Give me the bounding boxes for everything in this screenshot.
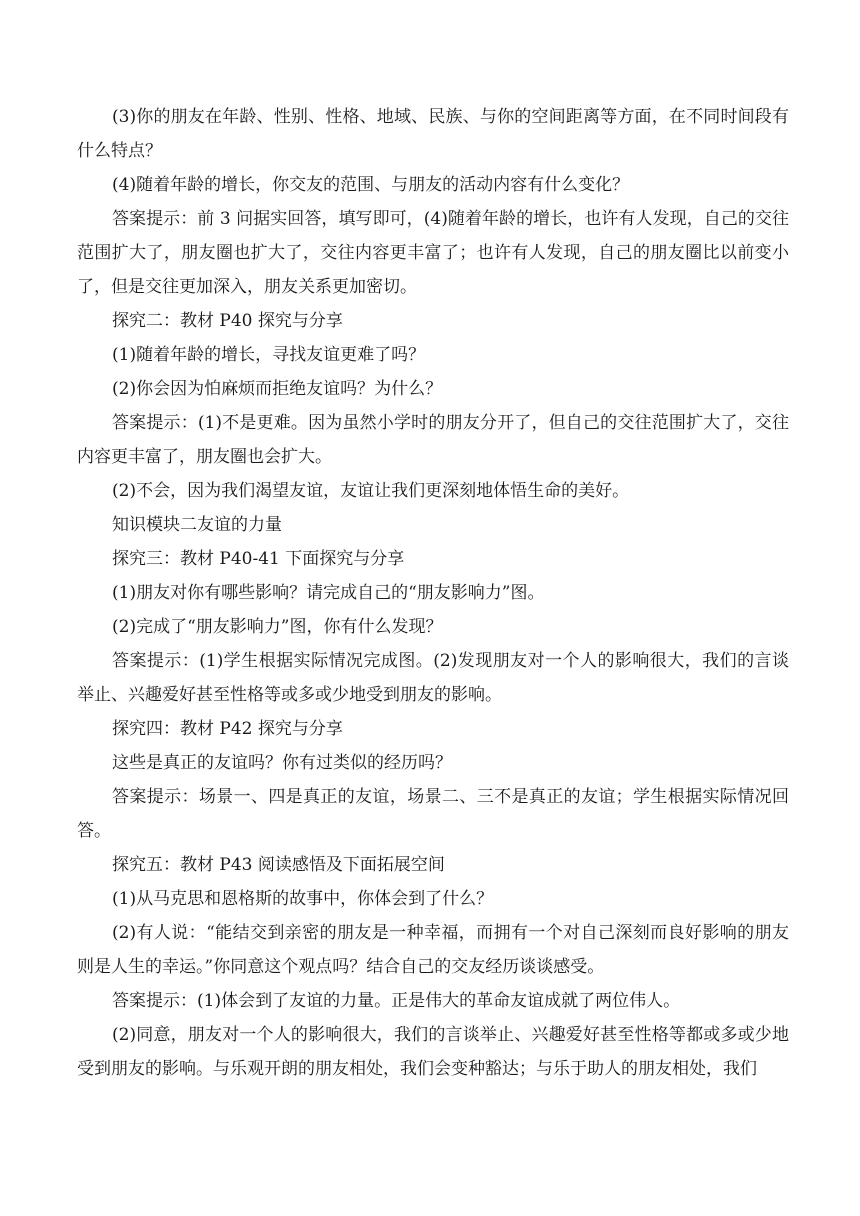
question-3: (3)你的朋友在年龄、性别、性格、地域、民族、与你的空间距离等方面，在不同时间段有什么特点？ [77,107,789,161]
answer-hint-5: 答案提示：(1)体会到了友谊的力量。正是伟大的革命友谊成就了两位伟人。 [112,991,681,1011]
section-heading-inquiry-4: 探究四：教材 P42 探究与分享 [112,719,343,739]
inquiry-4-question: 这些是真正的友谊吗？你有过类似的经历吗？ [112,753,452,773]
answer-hint-1: 答案提示：前 3 问据实回答，填写即可，(4)随着年龄的增长，也许有人发现，自己的交往范围扩大了，朋友圈也扩大了，交往内容更丰富了；也许有人发现，自己的朋友圈比以前变小了，但是交往更加深入，朋友关系更加密切。 [77,209,789,297]
inquiry-3-question-1: (1)朋友对你有哪些影响？请完成自己的“朋友影响力”图。 [112,583,545,603]
answer-hint-2-part-2: (2)不会，因为我们渴望友谊，友谊让我们更深刻地体悟生命的美好。 [112,481,630,501]
inquiry-5-question-1: (1)从马克思和恩格斯的故事中，你体会到了什么？ [112,889,494,909]
inquiry-5-question-2: (2)有人说：“能结交到亲密的朋友是一种幸福，而拥有一个对自己深刻而良好影响的朋友则是人生的幸运。”你同意这个观点吗？结合自己的交友经历谈谈感受。 [77,923,789,977]
module-heading-2: 知识模块二友谊的力量 [112,515,282,535]
document-body [77,100,789,1086]
inquiry-2-question-2: (2)你会因为怕麻烦而拒绝友谊吗？为什么？ [112,379,443,399]
inquiry-3-question-2: (2)完成了“朋友影响力”图，你有什么发现？ [112,617,443,637]
inquiry-2-question-1: (1)随着年龄的增长，寻找友谊更难了吗？ [112,345,426,365]
answer-hint-5-part-2: (2)同意，朋友对一个人的影响很大，我们的言谈举止、兴趣爱好甚至性格等都或多或少地受到朋友的影响。与乐观开朗的朋友相处，我们会变种豁达；与乐于助人的朋友相处，我们 [77,1025,789,1079]
section-heading-inquiry-3: 探究三：教材 P40-41 下面探究与分享 [112,549,405,569]
answer-hint-3: 答案提示：(1)学生根据实际情况完成图。(2)发现朋友对一个人的影响很大，我们的言谈举止、兴趣爱好甚至性格等或多或少地受到朋友的影响。 [77,651,789,705]
question-4: (4)随着年龄的增长，你交友的范围、与朋友的活动内容有什么变化？ [112,175,630,195]
answer-hint-4: 答案提示：场景一、四是真正的友谊，场景二、三不是真正的友谊；学生根据实际情况回答。 [77,787,789,841]
section-heading-inquiry-2: 探究二：教材 P40 探究与分享 [112,311,343,331]
answer-hint-2: 答案提示：(1)不是更难。因为虽然小学时的朋友分开了，但自己的交往范围扩大了，交往内容更丰富了，朋友圈也会扩大。 [77,413,789,467]
section-heading-inquiry-5: 探究五：教材 P43 阅读感悟及下面拓展空间 [112,855,445,875]
